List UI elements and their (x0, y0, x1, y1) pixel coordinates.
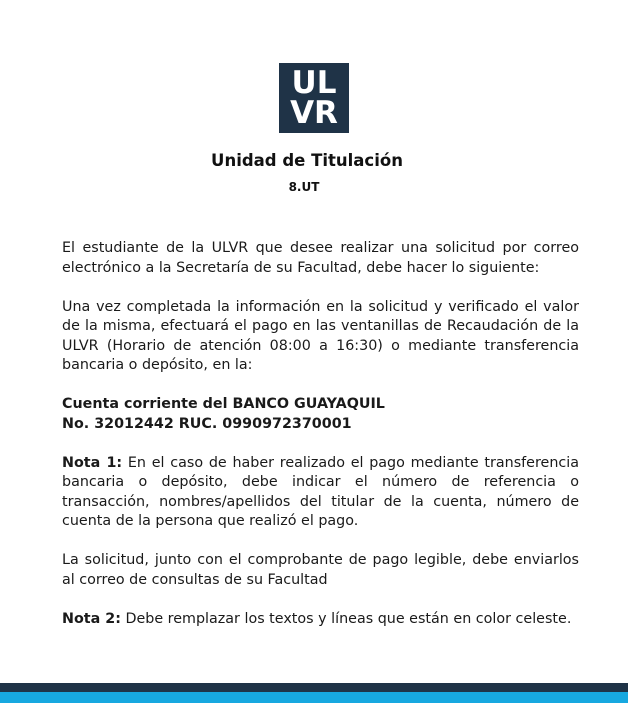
note-1-label: Nota 1: (62, 454, 123, 471)
payment-paragraph: Una vez completada la información en la solicitud y verificado el valor de la misma, efectuará el pago en las ventanillas de Recaudación de la ULVR (Horario de atención 08:00 a 16:30) o mediante transferencia bancaria o depósito, en la: (62, 298, 579, 373)
submission-paragraph: La solicitud, junto con el comprobante de pago legible, debe enviarlos al correo de consultas de su Facultad (62, 552, 579, 588)
bank-account-line-2: No. 32012442 RUC. 0990972370001 (62, 415, 352, 432)
logo-line-2: VR (290, 95, 338, 131)
note-2 (62, 610, 579, 630)
document-body (62, 239, 579, 649)
note-2-label: Nota 2: (62, 610, 121, 627)
note-1 (62, 454, 579, 532)
intro-paragraph: El estudiante de la ULVR que desee realizar una solicitud por correo electrónico a la Secretaría de su Facultad, debe hacer lo siguiente: (62, 240, 579, 276)
note-1-text: En el caso de haber realizado el pago mediante transferencia bancaria o depósito, debe indicar el número de referencia o transacción, nombres/apellidos del titular de la cuenta, número de cuenta de la persona que realizó el pago. (62, 454, 579, 529)
document-code: 8.UT (288, 180, 320, 194)
logo-line-1: UL (291, 65, 337, 101)
footer-band-light (0, 692, 628, 703)
page-title: Unidad de Titulación (211, 151, 403, 170)
ulvr-logo (279, 63, 349, 133)
bank-account-line-1: Cuenta corriente del BANCO GUAYAQUIL (62, 396, 385, 412)
bank-account-block (62, 395, 579, 434)
note-2-text: Debe remplazar los textos y líneas que están en color celeste. (120, 610, 572, 627)
footer-band-dark (0, 683, 628, 692)
